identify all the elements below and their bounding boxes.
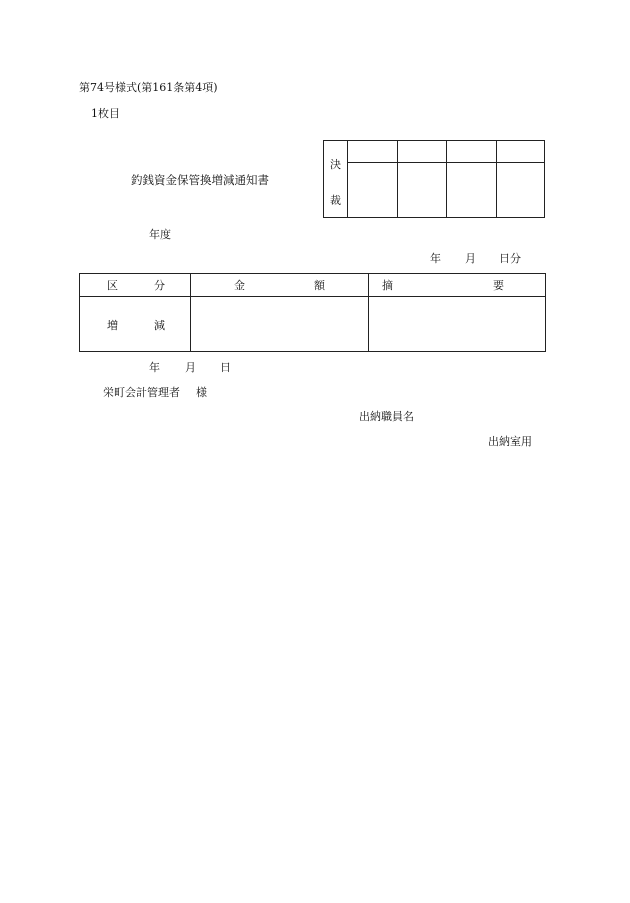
sender-title: 出納職員名 <box>359 410 414 423</box>
approval-divider-vertical <box>397 141 398 217</box>
header-amount-2: 額 <box>314 279 325 292</box>
table-column-divider <box>190 274 191 351</box>
table-header-divider <box>80 296 545 297</box>
approval-divider-vertical <box>446 141 447 217</box>
sheet-label: 1枚目 <box>91 107 120 120</box>
header-summary-2: 要 <box>493 279 504 292</box>
row-category-2: 減 <box>154 319 165 332</box>
period-month: 月 <box>465 252 476 265</box>
period-year: 年 <box>430 252 441 265</box>
period-day: 日分 <box>499 252 521 265</box>
row-category-1: 増 <box>107 319 118 332</box>
issue-day: 日 <box>220 361 231 374</box>
header-category-1: 区 <box>107 279 118 292</box>
approval-divider-vertical <box>496 141 497 217</box>
fiscal-year-label: 年度 <box>149 228 171 241</box>
approval-label-top: 決 <box>330 158 341 171</box>
addressee-honorific: 様 <box>196 386 207 399</box>
document-title: 釣銭資金保管換増減通知書 <box>131 173 269 187</box>
issue-year: 年 <box>149 361 160 374</box>
form-number: 第74号様式(第161条第4項) <box>79 81 218 94</box>
header-summary-1: 摘 <box>382 279 393 292</box>
table-column-divider <box>368 274 369 351</box>
header-amount-1: 金 <box>234 279 245 292</box>
addressee-name: 栄町会計管理者 <box>103 386 180 399</box>
header-category-2: 分 <box>154 279 165 292</box>
issue-month: 月 <box>185 361 196 374</box>
increase-decrease-table <box>79 273 546 352</box>
approval-label-bottom: 裁 <box>330 194 341 207</box>
approval-box <box>323 140 545 218</box>
approval-label-column <box>324 141 348 217</box>
office-use-label: 出納室用 <box>488 435 532 448</box>
